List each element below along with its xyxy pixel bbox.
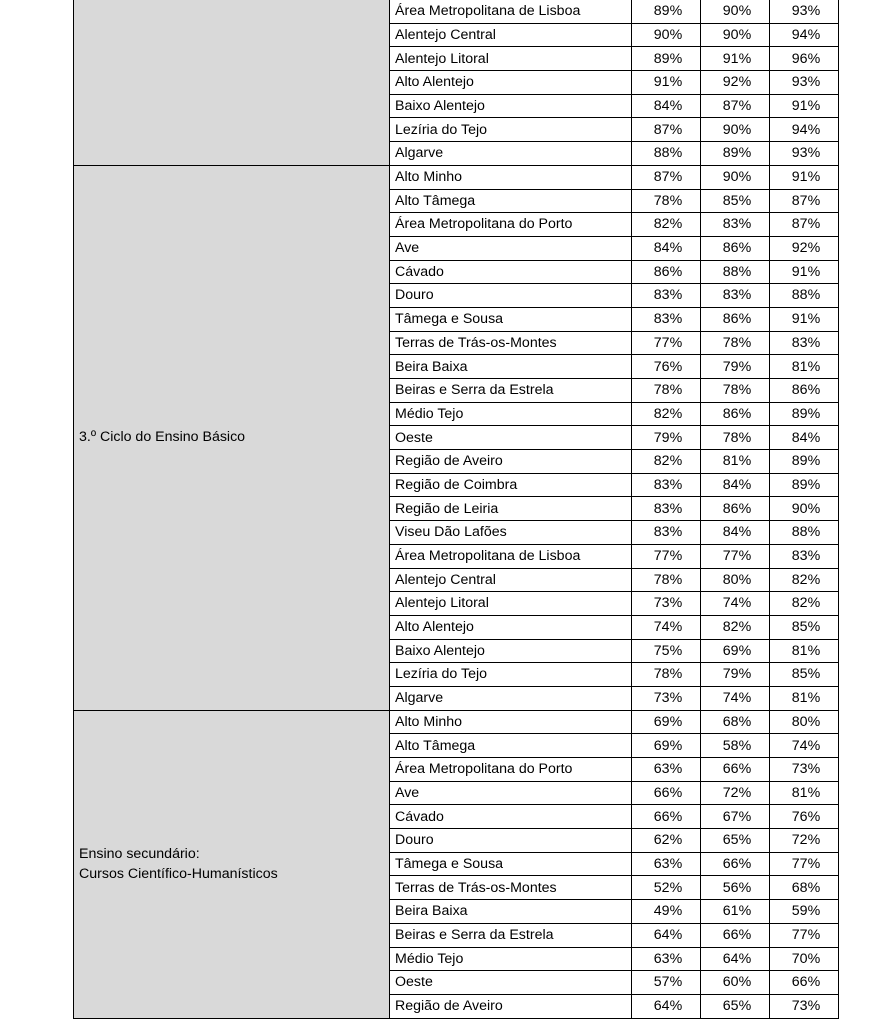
region-cell: Alto Tâmega xyxy=(390,189,632,213)
percentage-cell-2: 90% xyxy=(701,23,770,47)
percentage-cell-1: 87% xyxy=(632,118,701,142)
percentage-cell-1: 87% xyxy=(632,165,701,189)
region-cell: Cávado xyxy=(390,805,632,829)
percentage-cell-2: 80% xyxy=(701,568,770,592)
region-cell: Tâmega e Sousa xyxy=(390,852,632,876)
percentage-cell-2: 78% xyxy=(701,379,770,403)
region-cell: Área Metropolitana de Lisboa xyxy=(390,544,632,568)
percentage-cell-1: 89% xyxy=(632,47,701,71)
percentage-cell-1: 63% xyxy=(632,758,701,782)
percentage-cell-3: 93% xyxy=(770,71,839,95)
region-cell: Oeste xyxy=(390,426,632,450)
percentage-cell-2: 66% xyxy=(701,923,770,947)
percentage-cell-1: 73% xyxy=(632,592,701,616)
percentage-cell-2: 87% xyxy=(701,94,770,118)
percentage-cell-3: 91% xyxy=(770,260,839,284)
region-cell: Alentejo Central xyxy=(390,23,632,47)
percentage-cell-3: 81% xyxy=(770,781,839,805)
region-cell: Médio Tejo xyxy=(390,402,632,426)
education-level-label-line2: Cursos Científico-Humanísticos xyxy=(79,866,278,883)
percentage-cell-2: 79% xyxy=(701,663,770,687)
percentage-cell-3: 73% xyxy=(770,994,839,1018)
percentage-cell-1: 63% xyxy=(632,947,701,971)
percentage-cell-1: 89% xyxy=(632,0,701,23)
region-cell: Beira Baixa xyxy=(390,900,632,924)
percentage-cell-3: 85% xyxy=(770,615,839,639)
percentage-cell-2: 84% xyxy=(701,473,770,497)
percentage-cell-3: 73% xyxy=(770,758,839,782)
percentage-cell-1: 83% xyxy=(632,284,701,308)
percentage-cell-2: 60% xyxy=(701,971,770,995)
percentage-cell-2: 88% xyxy=(701,260,770,284)
region-cell: Região de Aveiro xyxy=(390,450,632,474)
percentage-cell-1: 63% xyxy=(632,852,701,876)
education-level-label: 3.º Ciclo do Ensino Básico xyxy=(79,429,246,446)
region-cell: Douro xyxy=(390,284,632,308)
percentage-cell-1: 83% xyxy=(632,473,701,497)
percentage-cell-3: 70% xyxy=(770,947,839,971)
percentage-cell-1: 82% xyxy=(632,402,701,426)
percentage-cell-3: 82% xyxy=(770,568,839,592)
percentage-cell-1: 83% xyxy=(632,521,701,545)
region-cell: Terras de Trás-os-Montes xyxy=(390,876,632,900)
percentage-cell-2: 84% xyxy=(701,521,770,545)
region-cell: Alto Tâmega xyxy=(390,734,632,758)
percentage-cell-3: 89% xyxy=(770,473,839,497)
percentage-cell-2: 82% xyxy=(701,615,770,639)
percentage-cell-2: 72% xyxy=(701,781,770,805)
percentage-cell-2: 77% xyxy=(701,544,770,568)
region-cell: Beiras e Serra da Estrela xyxy=(390,923,632,947)
percentage-cell-1: 57% xyxy=(632,971,701,995)
table-row xyxy=(74,0,839,23)
percentage-cell-2: 86% xyxy=(701,402,770,426)
region-cell: Alentejo Litoral xyxy=(390,47,632,71)
percentage-cell-1: 78% xyxy=(632,568,701,592)
percentage-cell-2: 66% xyxy=(701,758,770,782)
percentage-cell-3: 87% xyxy=(770,213,839,237)
region-cell: Alto Minho xyxy=(390,710,632,734)
percentage-cell-3: 87% xyxy=(770,189,839,213)
percentage-cell-2: 83% xyxy=(701,284,770,308)
percentage-cell-1: 86% xyxy=(632,260,701,284)
percentage-cell-3: 93% xyxy=(770,142,839,166)
education-level-cell xyxy=(74,710,390,1018)
percentage-cell-3: 86% xyxy=(770,379,839,403)
percentage-cell-2: 83% xyxy=(701,213,770,237)
region-cell: Douro xyxy=(390,829,632,853)
percentage-cell-3: 93% xyxy=(770,0,839,23)
region-cell: Terras de Trás-os-Montes xyxy=(390,331,632,355)
percentage-cell-2: 78% xyxy=(701,426,770,450)
region-cell: Região de Leiria xyxy=(390,497,632,521)
region-cell: Algarve xyxy=(390,142,632,166)
percentage-cell-1: 49% xyxy=(632,900,701,924)
region-cell: Cávado xyxy=(390,260,632,284)
percentage-cell-1: 79% xyxy=(632,426,701,450)
percentage-cell-2: 86% xyxy=(701,236,770,260)
percentage-cell-1: 66% xyxy=(632,805,701,829)
percentage-cell-1: 78% xyxy=(632,663,701,687)
percentage-cell-2: 90% xyxy=(701,0,770,23)
percentage-cell-3: 81% xyxy=(770,355,839,379)
percentage-cell-1: 69% xyxy=(632,710,701,734)
percentage-cell-3: 68% xyxy=(770,876,839,900)
percentage-cell-2: 86% xyxy=(701,307,770,331)
percentage-cell-1: 83% xyxy=(632,497,701,521)
percentage-cell-3: 76% xyxy=(770,805,839,829)
region-cell: Baixo Alentejo xyxy=(390,94,632,118)
region-cell: Baixo Alentejo xyxy=(390,639,632,663)
percentage-cell-2: 69% xyxy=(701,639,770,663)
percentage-cell-3: 94% xyxy=(770,23,839,47)
percentage-cell-1: 75% xyxy=(632,639,701,663)
regional-percentage-table xyxy=(73,0,839,1019)
percentage-cell-2: 79% xyxy=(701,355,770,379)
percentage-cell-3: 91% xyxy=(770,94,839,118)
region-cell: Ave xyxy=(390,781,632,805)
percentage-cell-3: 72% xyxy=(770,829,839,853)
percentage-cell-1: 83% xyxy=(632,307,701,331)
percentage-cell-1: 90% xyxy=(632,23,701,47)
percentage-cell-3: 81% xyxy=(770,639,839,663)
region-cell: Tâmega e Sousa xyxy=(390,307,632,331)
region-cell: Beiras e Serra da Estrela xyxy=(390,379,632,403)
percentage-cell-1: 52% xyxy=(632,876,701,900)
percentage-cell-3: 74% xyxy=(770,734,839,758)
region-cell: Região de Coimbra xyxy=(390,473,632,497)
percentage-cell-3: 91% xyxy=(770,307,839,331)
percentage-cell-1: 84% xyxy=(632,94,701,118)
percentage-cell-1: 82% xyxy=(632,450,701,474)
percentage-cell-3: 91% xyxy=(770,165,839,189)
region-cell: Lezíria do Tejo xyxy=(390,118,632,142)
percentage-cell-1: 88% xyxy=(632,142,701,166)
percentage-cell-2: 61% xyxy=(701,900,770,924)
percentage-cell-2: 68% xyxy=(701,710,770,734)
region-cell: Médio Tejo xyxy=(390,947,632,971)
percentage-cell-2: 65% xyxy=(701,994,770,1018)
percentage-cell-2: 86% xyxy=(701,497,770,521)
percentage-cell-3: 88% xyxy=(770,284,839,308)
region-cell: Região de Aveiro xyxy=(390,994,632,1018)
percentage-cell-3: 96% xyxy=(770,47,839,71)
education-level-cell xyxy=(74,0,390,165)
percentage-cell-3: 82% xyxy=(770,592,839,616)
percentage-cell-1: 77% xyxy=(632,331,701,355)
region-cell: Beira Baixa xyxy=(390,355,632,379)
table-row xyxy=(74,165,839,189)
percentage-cell-1: 62% xyxy=(632,829,701,853)
region-cell: Área Metropolitana do Porto xyxy=(390,213,632,237)
percentage-cell-3: 89% xyxy=(770,402,839,426)
percentage-cell-2: 66% xyxy=(701,852,770,876)
percentage-cell-3: 89% xyxy=(770,450,839,474)
percentage-cell-2: 89% xyxy=(701,142,770,166)
region-cell: Oeste xyxy=(390,971,632,995)
region-cell: Viseu Dão Lafões xyxy=(390,521,632,545)
table-row xyxy=(74,710,839,734)
percentage-cell-2: 74% xyxy=(701,592,770,616)
percentage-cell-2: 90% xyxy=(701,118,770,142)
percentage-cell-3: 84% xyxy=(770,426,839,450)
percentage-cell-3: 83% xyxy=(770,544,839,568)
percentage-cell-3: 83% xyxy=(770,331,839,355)
percentage-cell-1: 73% xyxy=(632,686,701,710)
percentage-cell-1: 76% xyxy=(632,355,701,379)
percentage-cell-1: 77% xyxy=(632,544,701,568)
percentage-cell-2: 65% xyxy=(701,829,770,853)
education-level-label-line1: Ensino secundário: xyxy=(79,845,200,862)
region-cell: Algarve xyxy=(390,686,632,710)
region-cell: Ave xyxy=(390,236,632,260)
percentage-cell-3: 94% xyxy=(770,118,839,142)
percentage-cell-2: 58% xyxy=(701,734,770,758)
percentage-cell-1: 74% xyxy=(632,615,701,639)
region-cell: Alto Minho xyxy=(390,165,632,189)
percentage-cell-3: 88% xyxy=(770,521,839,545)
percentage-cell-2: 90% xyxy=(701,165,770,189)
percentage-cell-1: 91% xyxy=(632,71,701,95)
percentage-cell-1: 78% xyxy=(632,189,701,213)
region-cell: Alto Alentejo xyxy=(390,71,632,95)
percentage-cell-2: 81% xyxy=(701,450,770,474)
region-cell: Área Metropolitana do Porto xyxy=(390,758,632,782)
percentage-cell-2: 56% xyxy=(701,876,770,900)
percentage-cell-1: 69% xyxy=(632,734,701,758)
percentage-cell-2: 67% xyxy=(701,805,770,829)
percentage-cell-2: 64% xyxy=(701,947,770,971)
percentage-cell-2: 74% xyxy=(701,686,770,710)
percentage-cell-3: 77% xyxy=(770,923,839,947)
education-level-cell xyxy=(74,165,390,710)
percentage-cell-1: 78% xyxy=(632,379,701,403)
percentage-cell-2: 78% xyxy=(701,331,770,355)
percentage-cell-1: 84% xyxy=(632,236,701,260)
table-body xyxy=(74,0,839,1018)
percentage-cell-3: 90% xyxy=(770,497,839,521)
percentage-cell-3: 92% xyxy=(770,236,839,260)
percentage-cell-2: 85% xyxy=(701,189,770,213)
percentage-cell-1: 64% xyxy=(632,994,701,1018)
percentage-cell-3: 66% xyxy=(770,971,839,995)
region-cell: Alto Alentejo xyxy=(390,615,632,639)
percentage-cell-3: 85% xyxy=(770,663,839,687)
region-cell: Lezíria do Tejo xyxy=(390,663,632,687)
percentage-cell-3: 80% xyxy=(770,710,839,734)
region-cell: Alentejo Litoral xyxy=(390,592,632,616)
percentage-cell-2: 92% xyxy=(701,71,770,95)
percentage-cell-3: 59% xyxy=(770,900,839,924)
percentage-cell-3: 77% xyxy=(770,852,839,876)
percentage-cell-1: 64% xyxy=(632,923,701,947)
percentage-cell-1: 66% xyxy=(632,781,701,805)
region-cell: Área Metropolitana de Lisboa xyxy=(390,0,632,23)
region-cell: Alentejo Central xyxy=(390,568,632,592)
percentage-cell-1: 82% xyxy=(632,213,701,237)
percentage-cell-3: 81% xyxy=(770,686,839,710)
percentage-cell-2: 91% xyxy=(701,47,770,71)
